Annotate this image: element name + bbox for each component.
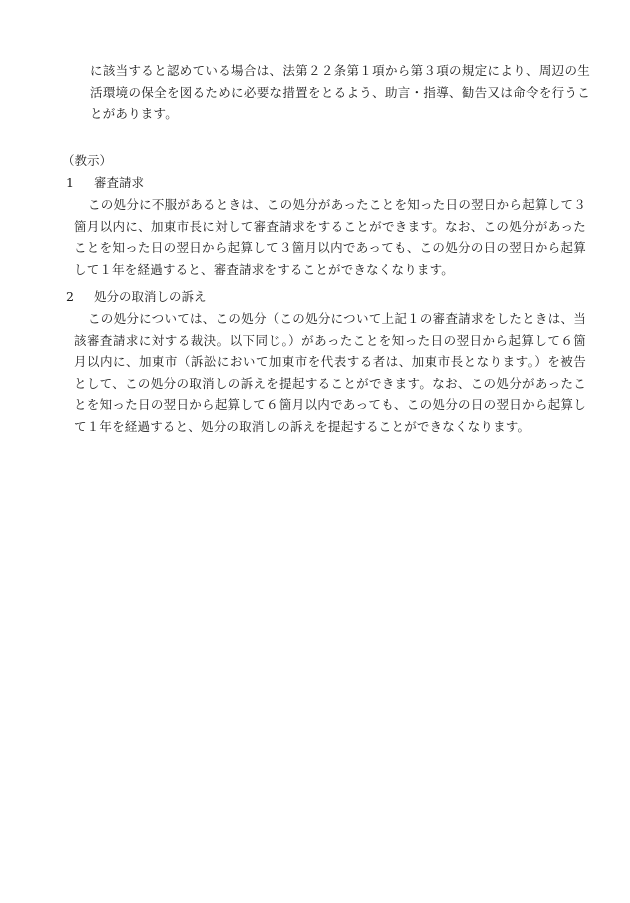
section-number: 1 — [66, 175, 74, 190]
section-title: 処分の取消しの訴え — [94, 289, 207, 304]
notice-label: （教示） — [62, 153, 113, 168]
section-title: 審査請求 — [94, 175, 145, 190]
intro-paragraph: に該当すると認めている場合は、法第２２条第１項から第３項の規定により、周辺の生活環境の保全を図るために必要な措置をとるよう、助言・指導、勧告又は命令を行うことがあります。 — [90, 63, 590, 121]
section-body-revocation-suit: この処分については、この処分（この処分について上記１の審査請求をしたときは、当該審査請求に対する裁決。以下同じ。）があったことを知った日の翌日から起算して６箇月以内に、加東市（訴訟において加東市を代表する者は、加東市長となります。）を被告として、この処分の取消しの訴えを提起することができます。なお、この処分があったことを知った日の翌日から起算して６箇月以内であっても、この処分の日の翌日から起算して１年を経過すると、処分の取消しの訴えを提起することができなくなります。 — [74, 311, 586, 434]
section-body-review-request: この処分に不服があるときは、この処分があったことを知った日の翌日から起算して３箇月以内に、加東市長に対して審査請求をすることができます。なお、この処分があったことを知った日の翌日から起算して３箇月以内であっても、この処分の日の翌日から起算して１年を経過すると、審査請求をすることができなくなります。 — [74, 197, 586, 277]
section-heading-review-request — [66, 172, 144, 194]
section-heading-revocation-suit — [66, 286, 207, 308]
section-number: 2 — [66, 289, 74, 304]
